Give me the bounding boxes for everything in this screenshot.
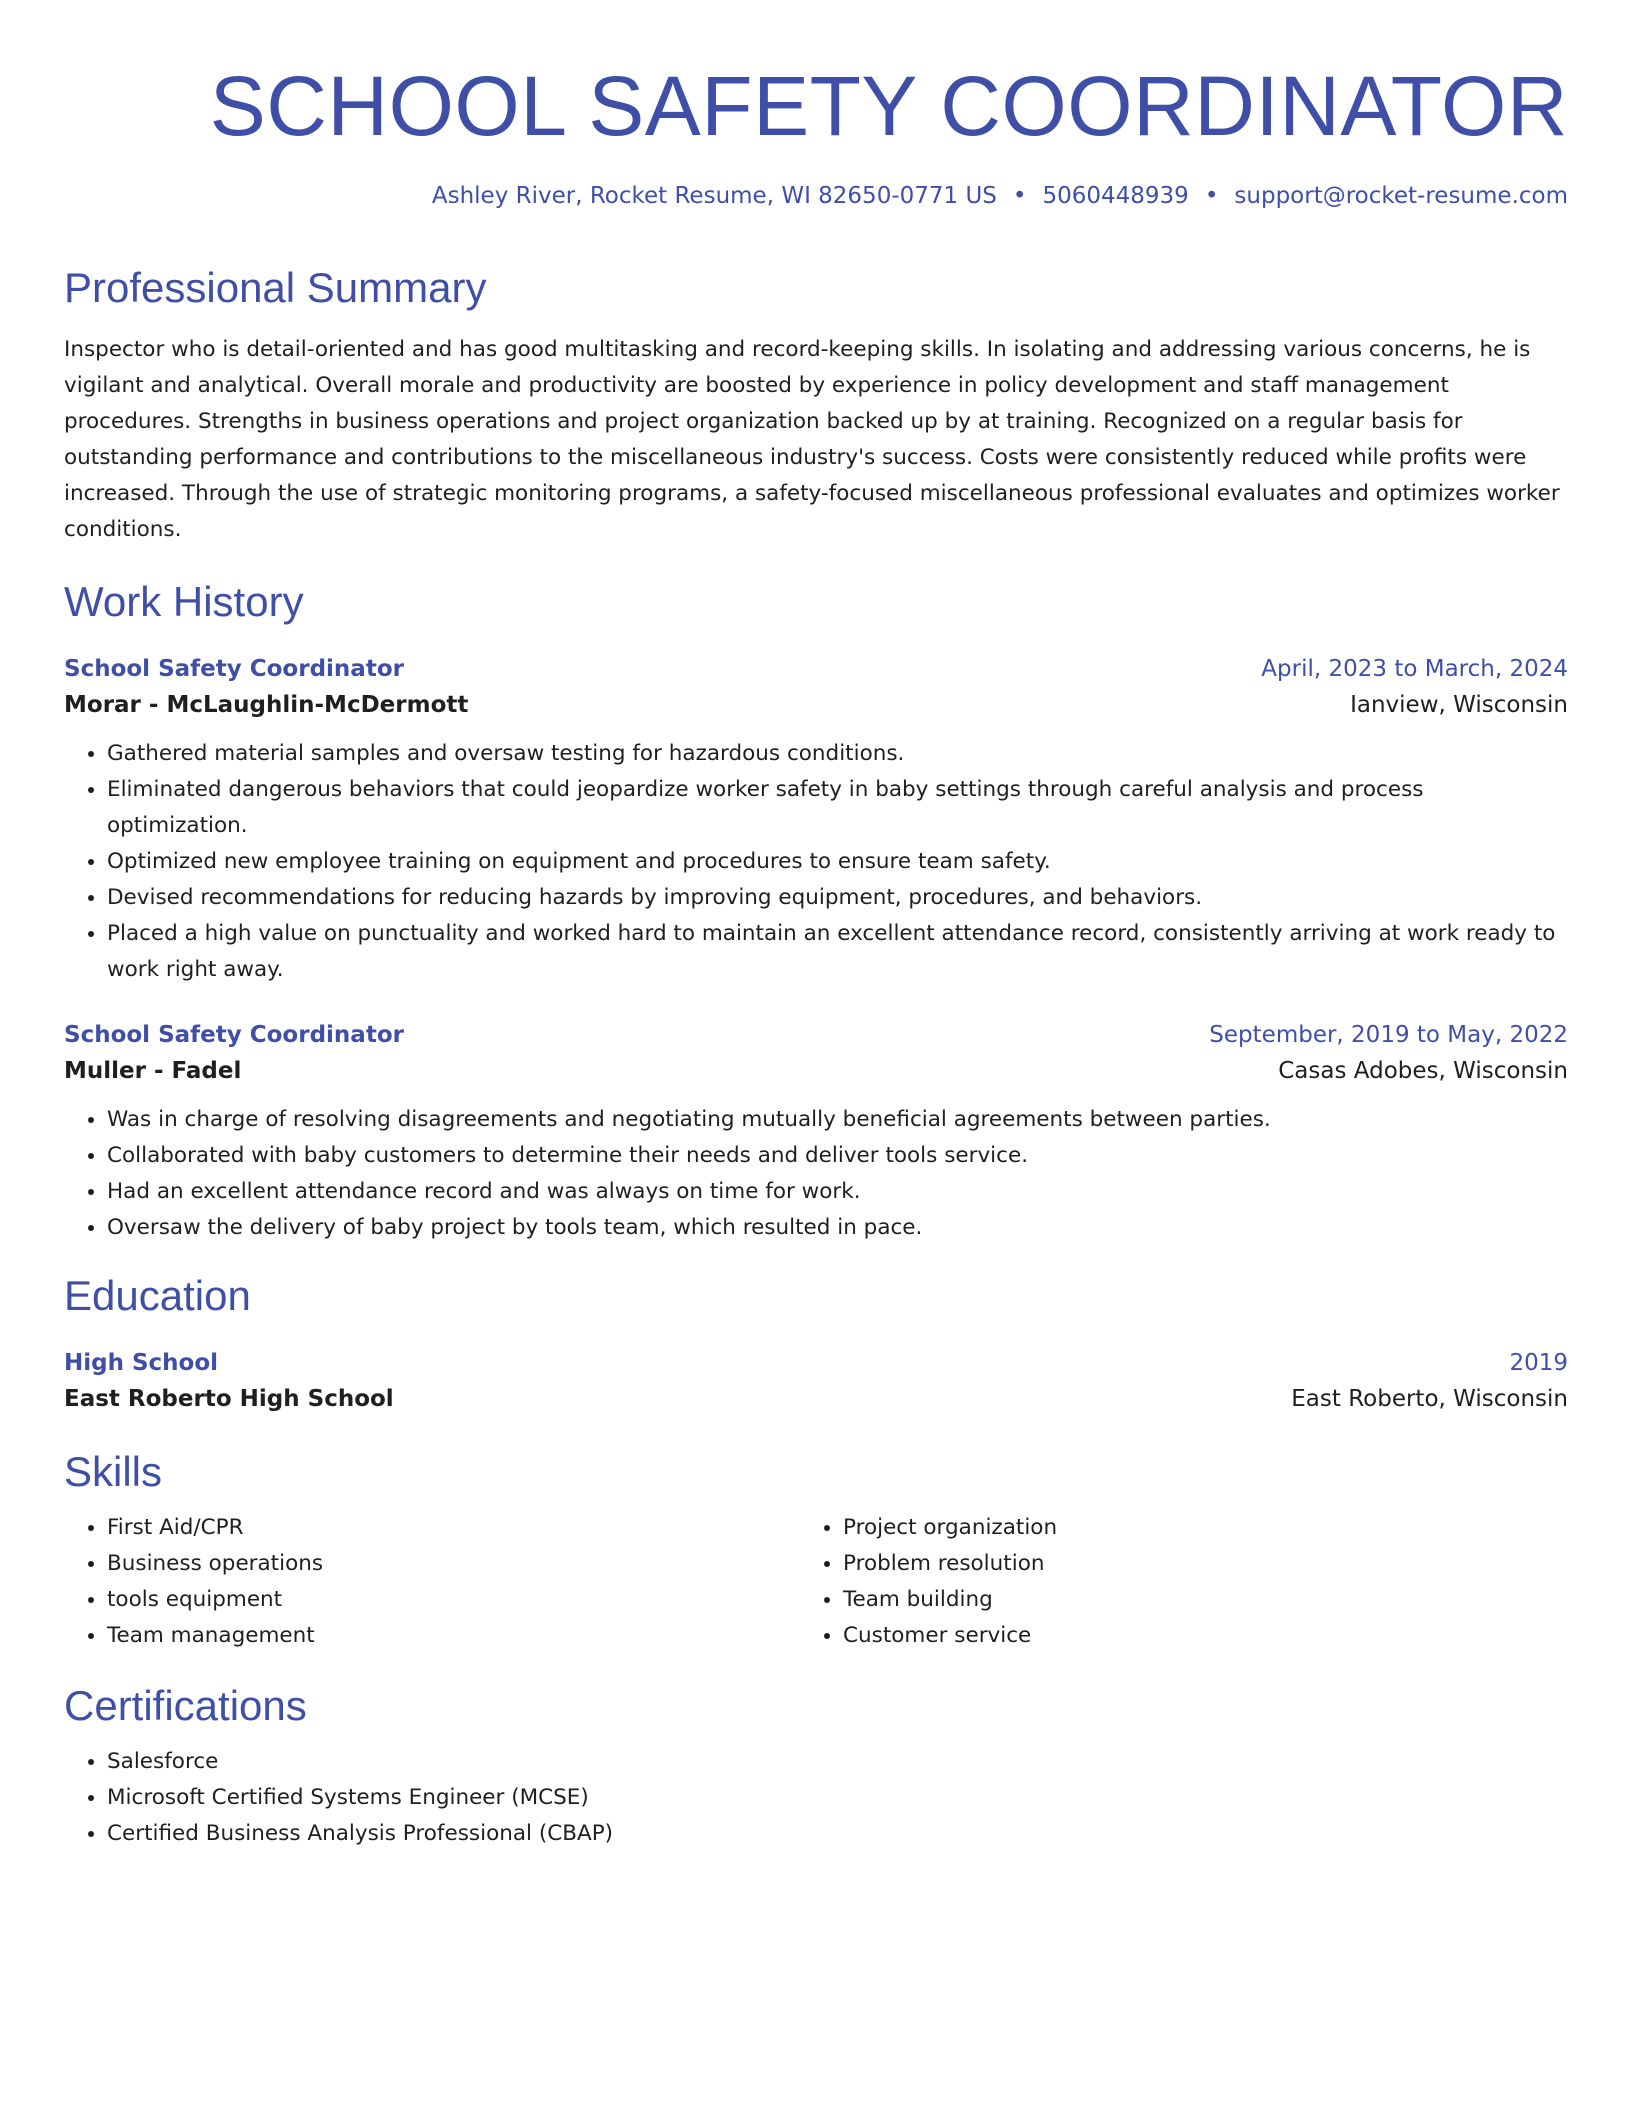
skills-list: [800, 1510, 1536, 1654]
job-company-row: [64, 686, 1568, 724]
contact-phone: 5060448939: [1042, 183, 1189, 209]
education-header-row: [64, 1346, 1568, 1380]
contact-separator: •: [1012, 183, 1027, 209]
certification-item: • Salesforce: [107, 1744, 1568, 1780]
skills-column-right: [800, 1510, 1536, 1654]
job-dates: April, 2023 to March, 2024: [1261, 656, 1568, 682]
education-location: East Roberto, Wisconsin: [1291, 1386, 1568, 1412]
contact-separator: •: [1204, 183, 1219, 209]
education-entry: [64, 1346, 1568, 1418]
skills-list: [64, 1510, 800, 1654]
certification-item: • Certified Business Analysis Professional (CBAP): [107, 1816, 1568, 1852]
work-history-heading: Work History: [64, 578, 304, 625]
skill-item: • tools equipment: [107, 1582, 800, 1618]
skills-grid: [64, 1510, 1568, 1654]
job-header-row: [64, 652, 1568, 686]
job-entry: [64, 652, 1568, 988]
job-dates: September, 2019 to May, 2022: [1209, 1022, 1568, 1048]
skill-item: • Team management: [107, 1618, 800, 1654]
job-bullet: • Was in charge of resolving disagreements and negotiating mutually beneficial agreements between parties.: [107, 1102, 1568, 1138]
education-degree: High School: [64, 1350, 219, 1376]
summary-text: Inspector who is detail-oriented and has good multitasking and record-keeping skills. In isolating and addressing various concerns, he is vigilant and analytical. Overall morale and productivity are boosted by experience in policy development and staff management procedures. Strengths in business operations and project organization backed up by at training. Recognized on a regular basis for outstanding performance and contributions to the miscellaneous industry's success. Costs were consistently reduced while profits were increased. Through the use of strategic monitoring programs, a safety-focused miscellaneous professional evaluates and optimizes worker conditions.: [64, 337, 1560, 542]
job-role: School Safety Coordinator: [64, 1022, 404, 1048]
job-bullet: • Oversaw the delivery of baby project by tools team, which resulted in pace.: [107, 1210, 1568, 1246]
skill-item: • Business operations: [107, 1546, 800, 1582]
job-bullet: • Eliminated dangerous behaviors that could jeopardize worker safety in baby settings through careful analysis and process optimization.: [107, 772, 1568, 844]
job-bullet: • Optimized new employee training on equipment and procedures to ensure team safety.: [107, 844, 1568, 880]
skill-item: • Customer service: [843, 1618, 1536, 1654]
job-role: School Safety Coordinator: [64, 656, 404, 682]
job-bullets: [64, 1102, 1568, 1246]
certifications-list: [64, 1744, 1568, 1852]
job-location: Casas Adobes, Wisconsin: [1278, 1058, 1568, 1084]
skills-column-left: [64, 1510, 800, 1654]
contact-email: support@rocket-resume.com: [1234, 183, 1568, 209]
job-bullet: • Gathered material samples and oversaw testing for hazardous conditions.: [107, 736, 1568, 772]
certification-item: • Microsoft Certified Systems Engineer (MCSE): [107, 1780, 1568, 1816]
skill-item: • Problem resolution: [843, 1546, 1536, 1582]
skills-heading: Skills: [64, 1448, 163, 1495]
skill-item: • Team building: [843, 1582, 1536, 1618]
job-bullet: • Devised recommendations for reducing hazards by improving equipment, procedures, and behaviors.: [107, 880, 1568, 916]
skill-item: • Project organization: [843, 1510, 1536, 1546]
education-school: East Roberto High School: [64, 1386, 394, 1412]
job-title-heading: SCHOOL SAFETY COORDINATOR: [209, 59, 1568, 153]
job-company-row: [64, 1052, 1568, 1090]
job-company: Muller - Fadel: [64, 1058, 242, 1084]
education-school-row: [64, 1380, 1568, 1418]
job-bullet: • Placed a high value on punctuality and worked hard to maintain an excellent attendance record, consistently arriving at work ready to work right away.: [107, 916, 1568, 988]
job-location: Ianview, Wisconsin: [1350, 692, 1568, 718]
education-year: 2019: [1509, 1350, 1568, 1376]
job-bullet: • Had an excellent attendance record and was always on time for work.: [107, 1174, 1568, 1210]
contact-line: [64, 180, 1568, 212]
resume-header: [64, 56, 1568, 212]
summary-heading: Professional Summary: [64, 264, 487, 311]
job-header-row: [64, 1018, 1568, 1052]
job-bullets: [64, 736, 1568, 988]
job-bullet: • Collaborated with baby customers to determine their needs and deliver tools service.: [107, 1138, 1568, 1174]
job-entry: [64, 1018, 1568, 1246]
education-heading: Education: [64, 1272, 251, 1319]
contact-address: Ashley River, Rocket Resume, WI 82650-0771 US: [431, 183, 997, 209]
skill-item: • First Aid/CPR: [107, 1510, 800, 1546]
job-company: Morar - McLaughlin-McDermott: [64, 692, 469, 718]
certifications-heading: Certifications: [64, 1682, 307, 1729]
